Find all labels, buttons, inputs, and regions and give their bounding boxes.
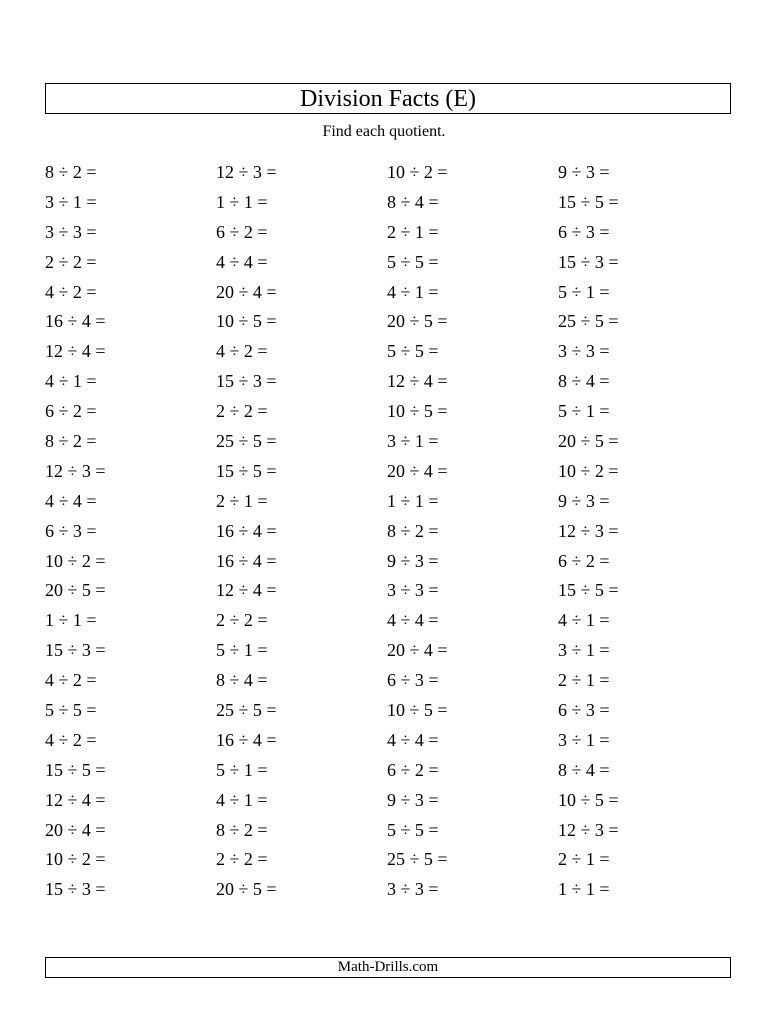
worksheet-title-box [45,83,731,114]
division-problem: 6 ÷ 2 = [45,401,97,422]
problem-row [45,516,745,546]
problem-row [45,306,745,336]
problem-row [45,785,745,815]
division-problem: 4 ÷ 4 = [216,251,268,272]
division-problem: 4 ÷ 1 = [216,789,268,810]
division-problem: 20 ÷ 4 = [45,819,106,840]
division-problem: 15 ÷ 3 = [558,251,619,272]
problem-row [45,157,745,187]
division-problem: 9 ÷ 3 = [558,490,610,511]
division-problem: 6 ÷ 3 = [45,520,97,541]
problem-row [45,605,745,635]
division-problem: 5 ÷ 1 = [216,640,268,661]
division-problem: 4 ÷ 2 = [45,670,97,691]
division-problem: 20 ÷ 5 = [387,311,448,332]
division-problem: 3 ÷ 1 = [558,729,610,750]
division-problem: 12 ÷ 3 = [558,819,619,840]
division-problem: 20 ÷ 5 = [216,879,277,900]
problem-row [45,456,745,486]
division-problem: 6 ÷ 2 = [387,759,439,780]
division-problem: 3 ÷ 1 = [558,640,610,661]
division-problem: 20 ÷ 4 = [387,460,448,481]
division-problem: 2 ÷ 1 = [558,849,610,870]
division-problem: 9 ÷ 3 = [387,789,439,810]
problem-row [45,277,745,307]
division-problem: 1 ÷ 1 = [387,490,439,511]
problem-row [45,725,745,755]
division-problem: 8 ÷ 4 = [558,759,610,780]
problem-row [45,635,745,665]
division-problem: 1 ÷ 1 = [216,191,268,212]
worksheet-title: Division Facts (E) [300,85,476,112]
division-problem: 15 ÷ 5 = [216,460,277,481]
division-problem: 25 ÷ 5 = [216,699,277,720]
problem-row [45,695,745,725]
division-problem: 15 ÷ 5 = [45,759,106,780]
division-problem: 5 ÷ 5 = [387,251,439,272]
footer-box [45,957,731,978]
division-problem: 2 ÷ 1 = [216,490,268,511]
division-problem: 5 ÷ 1 = [216,759,268,780]
division-problem: 5 ÷ 1 = [558,281,610,302]
division-problem: 25 ÷ 5 = [558,311,619,332]
division-problem: 12 ÷ 4 = [45,789,106,810]
problem-row [45,217,745,247]
division-problem: 20 ÷ 5 = [45,580,106,601]
division-problem: 4 ÷ 4 = [387,729,439,750]
problem-row [45,874,745,904]
division-problem: 10 ÷ 5 = [387,699,448,720]
problem-row [45,187,745,217]
division-problem: 15 ÷ 3 = [216,371,277,392]
division-problem: 15 ÷ 3 = [45,879,106,900]
problem-row [45,247,745,277]
problem-row [45,844,745,874]
division-problem: 2 ÷ 2 = [216,849,268,870]
division-problem: 8 ÷ 4 = [216,670,268,691]
problem-row [45,486,745,516]
division-problem: 9 ÷ 3 = [558,161,610,182]
division-problem: 4 ÷ 1 = [558,610,610,631]
division-problem: 25 ÷ 5 = [216,430,277,451]
problem-row [45,366,745,396]
division-problem: 3 ÷ 3 = [45,221,97,242]
division-problem: 12 ÷ 3 = [558,520,619,541]
division-problem: 6 ÷ 3 = [387,670,439,691]
problem-row [45,665,745,695]
division-problem: 8 ÷ 2 = [216,819,268,840]
division-problem: 5 ÷ 1 = [558,401,610,422]
division-problem: 8 ÷ 4 = [558,371,610,392]
division-problem: 1 ÷ 1 = [45,610,97,631]
division-problem: 9 ÷ 3 = [387,550,439,571]
division-problem: 5 ÷ 5 = [387,819,439,840]
division-problem: 8 ÷ 2 = [45,430,97,451]
division-problem: 16 ÷ 4 = [216,550,277,571]
division-problem: 12 ÷ 4 = [45,341,106,362]
division-problem: 15 ÷ 3 = [45,640,106,661]
division-problem: 3 ÷ 1 = [387,430,439,451]
division-problem: 8 ÷ 2 = [387,520,439,541]
division-problem: 10 ÷ 2 = [45,550,106,571]
division-problem: 16 ÷ 4 = [45,311,106,332]
division-problem: 12 ÷ 4 = [387,371,448,392]
division-problem: 3 ÷ 3 = [558,341,610,362]
division-problem: 10 ÷ 2 = [558,460,619,481]
problem-row [45,396,745,426]
division-problem: 8 ÷ 2 = [45,161,97,182]
division-problem: 4 ÷ 4 = [387,610,439,631]
footer-text: Math-Drills.com [337,959,439,975]
division-problem: 5 ÷ 5 = [45,699,97,720]
division-problem: 3 ÷ 3 = [387,879,439,900]
division-problem: 2 ÷ 1 = [558,670,610,691]
division-problem: 4 ÷ 2 = [45,281,97,302]
division-problem: 16 ÷ 4 = [216,729,277,750]
division-problem: 6 ÷ 2 = [558,550,610,571]
division-problem: 20 ÷ 4 = [216,281,277,302]
division-problem: 15 ÷ 5 = [558,191,619,212]
problem-row [45,336,745,366]
division-problem: 25 ÷ 5 = [387,849,448,870]
division-problem: 10 ÷ 5 = [558,789,619,810]
division-problem: 10 ÷ 5 = [216,311,277,332]
division-problem: 2 ÷ 2 = [45,251,97,272]
problem-row [45,815,745,845]
division-problem: 6 ÷ 2 = [216,221,268,242]
division-problem: 2 ÷ 1 = [387,221,439,242]
division-problem: 5 ÷ 5 = [387,341,439,362]
division-problem: 2 ÷ 2 = [216,610,268,631]
division-problem: 8 ÷ 4 = [387,191,439,212]
division-problem: 4 ÷ 1 = [45,371,97,392]
problem-row [45,755,745,785]
division-problem: 4 ÷ 2 = [216,341,268,362]
instructions: Find each quotient. [322,123,446,140]
division-problem: 15 ÷ 5 = [558,580,619,601]
division-problem: 1 ÷ 1 = [558,879,610,900]
division-problem: 12 ÷ 4 = [216,580,277,601]
division-problem: 2 ÷ 2 = [216,401,268,422]
division-problem: 10 ÷ 2 = [45,849,106,870]
division-problem: 4 ÷ 2 = [45,729,97,750]
problem-row [45,546,745,576]
division-problem: 12 ÷ 3 = [216,161,277,182]
division-problem: 10 ÷ 5 = [387,401,448,422]
problem-row [45,575,745,605]
problem-grid [45,157,745,904]
division-problem: 6 ÷ 3 = [558,699,610,720]
division-problem: 4 ÷ 4 = [45,490,97,511]
division-problem: 10 ÷ 2 = [387,161,448,182]
division-problem: 20 ÷ 4 = [387,640,448,661]
division-problem: 3 ÷ 3 = [387,580,439,601]
division-problem: 20 ÷ 5 = [558,430,619,451]
division-problem: 16 ÷ 4 = [216,520,277,541]
division-problem: 4 ÷ 1 = [387,281,439,302]
division-problem: 12 ÷ 3 = [45,460,106,481]
division-problem: 3 ÷ 1 = [45,191,97,212]
division-problem: 6 ÷ 3 = [558,221,610,242]
problem-row [45,426,745,456]
